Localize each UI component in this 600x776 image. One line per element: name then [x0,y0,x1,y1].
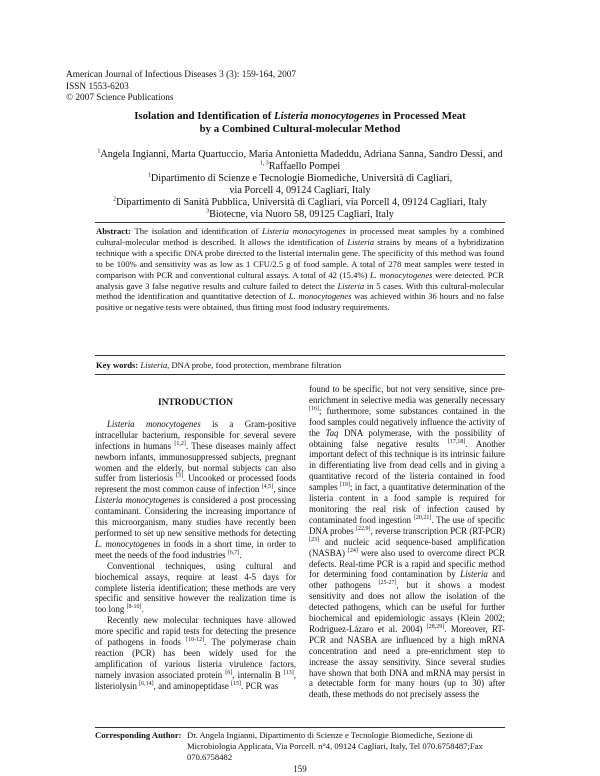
affiliation-2: $^2$Dipartimento di Sanità Pubblica, Università di Cagliari, via Porcell 4, 09124 Cagliari, Italy [113,196,487,208]
abstract-bottom-rule [95,355,505,356]
intro-paragraph-continued: found to be specific, but not very sensitive, since pre-enrichment in selective media was generally necessary [16]; furthermore, some substances contained in the food samples could negatively influence the activity of the Taq DNA polymerase, with the possibility of obtaining false negative results [17,18]. Another important defect of this technique is its intrinsic failure in differentiating live from dead cells and in giving a quantitative record of the listeria contained in food samples [19]; in fact, a quantitative determination of the listeria content in a food sample is required for monitoring the real risk of infection caused by contaminated food ingestion [20,21]. The use of specific DNA probes [22,9], reverse transcription PCR (RT-PCR) [23] and nucleic acid sequence-based amplification (NASBA) [24] were also used to overcome direct PCR defects. Real-time PCR is a rapid and specific method for determining food contamination by Listeria and other pathogens [25-27], but it shows a modest sensitivity and does not allow the isolation of the detected pathogens, which can be useful for further biochemical and epidemiologic assays (Klein 2002; Rodriguez-Lázaro et al. 2004) [28,29]. Moreover, RT-PCR and NASBA are influenced by a high mRNA concentration and need a pre-enrichment step to increase the assay sensitivity. Since several studies have shown that both DNA and mRNA may persist in a detectable form for many hours (up to 30) after death, these methods do not precisely assess the [309,384,506,700]
affiliation-1: $^1$Dipartimento di Scienze e Tecnologie Biomediche, Università di Cagliari, via Porcell 4, 09124 Cagliari, Italy [147,172,453,196]
corresponding-author-text: Dr. Angela Ingianni, Dipartimento di Scienze e Tecnologie Biomediche, Sezione di Microbiologia Applicata, Via Porcell. n°4, 09124 Cagliari, Italy, Tel 070.6758487;Fax 070.6758482 [187,730,483,762]
corresponding-author-label: Corresponding Author: [95,730,182,740]
affiliation-3: $^3$Biotecne, via Nuoro 58, 09125 Cagliari, Italy [206,208,394,220]
section-heading-introduction: INTRODUCTION [157,398,233,408]
issn: ISSN 1553-6203 [66,81,129,92]
author-list: $^1$Angela Ingianni, Marta Quartuccio, Maria Antonietta Madeddu, Adriana Sanna, Sandro Dessi, and $^{1, 3}$Raffaello Pompei [97,148,503,172]
footer-rule [95,727,505,728]
journal-citation: American Journal of Infectious Diseases 3 (3): 159-164, 2007 [66,70,297,80]
paper-title: Isolation and Identification of Listeria monocytogenes in Processed Meat by a Combined Cultural-molecular Method [134,110,466,135]
column-left [95,390,296,692]
column-right [309,384,505,700]
journal-header [66,70,296,105]
copyright: © 2007 Science Publications [66,93,174,103]
abstract-top-rule [95,222,505,223]
corresponding-author [95,730,505,763]
intro-paragraph-1: Listeria monocytogenes is a Gram-positive intracellular bacterium, responsible for several severe infections in humans [1,2]. These diseases mainly affect newborn infants, immunosuppressed subjects, pregnant women and the elderly, but normal subjects can also suffer from listeriosis [3]. Uncooked or processed foods represent the most common cause of infection [4,5], since Listeria monocytogenes is considered a post processing contaminant. Considering the increasing importance of this microorganism, many studies have recently been performed to set up new sensitive methods for detecting L. monocytogenes in foods in a short time, in order to meet the needs of the food industries [6,7]. [95,418,297,560]
keywords: Key words: Listeria, DNA probe, food protection, membrane filtration [96,360,342,370]
abstract: Abstract: The isolation and identification of Listeria monocytogenes in processed meat samples by a combined cultural-molecular method is described. It allows the identification of Listeria strains by means of a hybridization technique with a specific DNA probe directed to the listerial internalin gene. The specificity of this method was found to be 100% and sensitivity was as low as 1 CFU/2.5 g of food sample. A total of 278 meat samples were tested in comparison with PCR and conventional cultural assays. A total of 42 (15.4%) L. monocytogenes were detected. PCR analysis gave 3 false negative results and culture failed to detect the Listeria in 5 cases. With this cultural-molecular method the identification and quantitative detection of L. monocytogenes was achieved within 36 hours and no false positive or negative tests were obtained, thus fitting most food industry requirements. [96,226,505,313]
intro-paragraph-3: Recently new molecular techniques have allowed more specific and rapid tests for detecting the presence of pathogens in foods [10-12]. The polymerase chain reaction (PCR) has been widely used for the amplification of various listeria virulence factors, namely invasion associated protein [6], internalin B [13], listeriolysin [6,14], and aminopeptidase [15]. PCR was [95,615,296,691]
keywords-rule [95,374,505,375]
intro-paragraph-2: Conventional techniques, using cultural and biochemical assays, require at least 4-5 days for complete listeria identification; these methods are very specific and sensitive however the realization time is too long [8-10]. [95,560,296,615]
page-number: 159 [293,764,307,774]
